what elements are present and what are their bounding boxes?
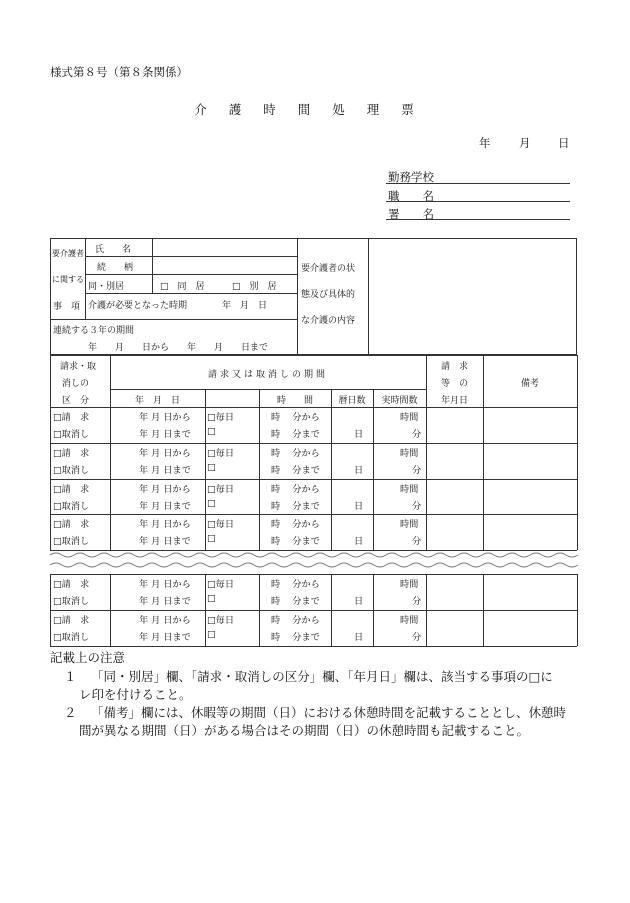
row-2-day-lower: 日 — [354, 465, 364, 476]
seikyu-header-3: 年月日 — [440, 396, 468, 406]
row-4-hour-upper: 時間 — [400, 519, 419, 530]
row-6-to-date-lower: 年 月 日まで — [139, 632, 191, 643]
row-1-hour-upper: 時間 — [400, 412, 419, 423]
row-4-from-date-upper: 年 月 日から — [139, 519, 191, 530]
row-6-seikyu-upper[interactable]: □請 求 — [53, 615, 90, 626]
row-1-to-date-lower: 年 月 日まで — [139, 429, 191, 440]
row-6-from-time-upper: 時 分から — [271, 615, 320, 626]
row-5-hour-upper: 時間 — [400, 579, 419, 590]
row-2-to-date-lower: 年 月 日まで — [139, 465, 191, 476]
row-1-daily-upper[interactable]: □毎日 — [207, 412, 235, 423]
row-5-box-lower[interactable]: □ — [207, 593, 216, 604]
row-3-from-date-upper: 年 月 日から — [139, 484, 191, 495]
row-4-seikyu-upper[interactable]: □請 求 — [53, 519, 90, 530]
seikyu-header-1: 請 求 — [440, 362, 468, 372]
row-1-from-time-upper: 時 分から — [271, 412, 320, 423]
row-2-box-lower[interactable]: □ — [207, 462, 216, 473]
row-3-to-time-lower: 時 分まで — [271, 501, 320, 512]
row-3-hour-upper: 時間 — [400, 484, 419, 495]
row-5-to-time-lower: 時 分まで — [271, 596, 320, 607]
row-6-box-lower[interactable]: □ — [207, 629, 216, 640]
row-5-minute-lower: 分 — [412, 596, 422, 607]
row-6-from-date-upper: 年 月 日から — [139, 615, 191, 626]
page-title: 介護時間処理票 — [194, 102, 436, 117]
state-label-1: 要介護者の状 — [301, 264, 356, 274]
row-2-daily-upper[interactable]: □毎日 — [207, 448, 235, 459]
position-line — [386, 201, 570, 202]
row-5-from-date-upper: 年 月 日から — [139, 579, 191, 590]
note-2-number: ２ — [64, 705, 77, 720]
name-line — [386, 219, 570, 220]
row-1-box-lower[interactable]: □ — [207, 426, 216, 437]
cohabit-option-separate[interactable]: □ 別 居 — [232, 282, 277, 292]
row-3-daily-upper[interactable]: □毎日 — [207, 484, 235, 495]
date-year: 年 — [479, 136, 491, 150]
row-1-to-time-lower: 時 分まで — [271, 429, 320, 440]
care-needed-label: 介護が必要となった時期 — [88, 301, 188, 311]
row-1-day-lower: 日 — [354, 429, 364, 440]
row-3-to-date-lower: 年 月 日まで — [139, 501, 191, 512]
school-label: 勤務学校 — [388, 170, 434, 184]
name-label: 署 名 — [388, 207, 434, 221]
row-4-daily-upper[interactable]: □毎日 — [207, 519, 235, 530]
row-3-day-lower: 日 — [354, 501, 364, 512]
row-2-from-date-upper: 年 月 日から — [139, 448, 191, 459]
remarks-header: 備考 — [520, 379, 539, 389]
cohabit-option-together[interactable]: □ 同 居 — [160, 282, 205, 292]
row-3-torikeshi-lower[interactable]: □取消し — [53, 501, 90, 512]
row-3-minute-lower: 分 — [412, 501, 422, 512]
row-2-from-time-upper: 時 分から — [271, 448, 320, 459]
row-2-minute-lower: 分 — [412, 465, 422, 476]
period-label: 連続する３年の期間 — [53, 326, 135, 336]
row-1-seikyu-upper[interactable]: □請 求 — [53, 412, 90, 423]
school-line — [386, 183, 570, 184]
state-label-2: 態及び具体的 — [301, 290, 356, 300]
row-2-hour-upper: 時間 — [400, 448, 419, 459]
row-5-daily-upper[interactable]: □毎日 — [207, 579, 235, 590]
days-header: 暦日数 — [338, 396, 366, 406]
relation-field-label: 続 柄 — [97, 263, 134, 273]
row-1-minute-lower: 分 — [412, 429, 422, 440]
row-2-seikyu-upper[interactable]: □請 求 — [53, 448, 90, 459]
table-break-wave — [48, 550, 580, 574]
row-6-minute-lower: 分 — [412, 632, 422, 643]
row-1-torikeshi-lower[interactable]: □取消し — [53, 429, 90, 440]
period-value: 年 月 日から 年 月 日まで — [88, 343, 269, 353]
cared-label-3: 事 項 — [53, 302, 81, 312]
row-4-torikeshi-lower[interactable]: □取消し — [53, 536, 90, 547]
row-6-daily-upper[interactable]: □毎日 — [207, 615, 235, 626]
row-5-from-time-upper: 時 分から — [271, 579, 320, 590]
row-2-to-time-lower: 時 分まで — [271, 465, 320, 476]
note-1-line-2: レ印を付けること。 — [79, 687, 192, 702]
period-header: 請求又は取消しの期間 — [207, 370, 328, 380]
row-6-torikeshi-lower[interactable]: □取消し — [53, 632, 90, 643]
row-2-torikeshi-lower[interactable]: □取消し — [53, 465, 90, 476]
row-5-seikyu-upper[interactable]: □請 求 — [53, 579, 90, 590]
row-4-from-time-upper: 時 分から — [271, 519, 320, 530]
note-2-line-2: 間が異なる期間（日）がある場合はその期間（日）の休憩時間も記載すること。 — [79, 723, 530, 738]
state-label-3: な介護の内容 — [301, 316, 356, 326]
row-3-from-time-upper: 時 分から — [271, 484, 320, 495]
row-4-to-time-lower: 時 分まで — [271, 536, 320, 547]
actual-hours-header: 実時間数 — [381, 396, 418, 406]
note-2-line-1: 「備考」欄には、休暇等の期間（日）における休憩時間を記載することとし、休憩時 — [91, 705, 567, 720]
row-4-minute-lower: 分 — [412, 536, 422, 547]
kubun-header-1: 請求・取 — [60, 362, 97, 372]
row-4-to-date-lower: 年 月 日まで — [139, 536, 191, 547]
note-1-number: １ — [64, 669, 77, 684]
row-6-to-time-lower: 時 分まで — [271, 632, 320, 643]
row-5-to-date-lower: 年 月 日まで — [139, 596, 191, 607]
row-5-day-lower: 日 — [354, 596, 364, 607]
row-5-torikeshi-lower[interactable]: □取消し — [53, 596, 90, 607]
kubun-header-2: 消しの — [62, 379, 90, 389]
row-3-box-lower[interactable]: □ — [207, 498, 216, 509]
ymd-header: 年 月 日 — [134, 396, 180, 406]
date-day: 日 — [558, 136, 570, 150]
position-label: 職 名 — [388, 189, 434, 203]
row-3-seikyu-upper[interactable]: □請 求 — [53, 484, 90, 495]
note-1-line-1: 「同・別居」欄、「請求・取消しの区分」欄、「年月日」欄は、該当する事項の□に — [91, 669, 553, 684]
row-6-day-lower: 日 — [354, 632, 364, 643]
row-4-box-lower[interactable]: □ — [207, 533, 216, 544]
name-field-label: 氏 名 — [95, 245, 132, 255]
cared-label-2: に関する — [52, 275, 84, 284]
form-number: 様式第８号（第８条関係） — [50, 65, 188, 79]
cared-label-1: 要介護者 — [52, 249, 84, 258]
seikyu-header-2: 等 の — [440, 379, 468, 389]
date-month: 月 — [519, 136, 531, 150]
notes-heading: 記載上の注意 — [50, 650, 126, 665]
row-1-from-date-upper: 年 月 日から — [139, 412, 191, 423]
row-6-hour-upper: 時間 — [400, 615, 419, 626]
row-4-day-lower: 日 — [354, 536, 364, 547]
kubun-header-3: 区 分 — [62, 396, 90, 406]
time-header: 時 間 — [276, 396, 313, 406]
cohabit-field-label: 同・別居 — [88, 282, 125, 292]
care-needed-date: 年 月 日 — [222, 301, 268, 311]
